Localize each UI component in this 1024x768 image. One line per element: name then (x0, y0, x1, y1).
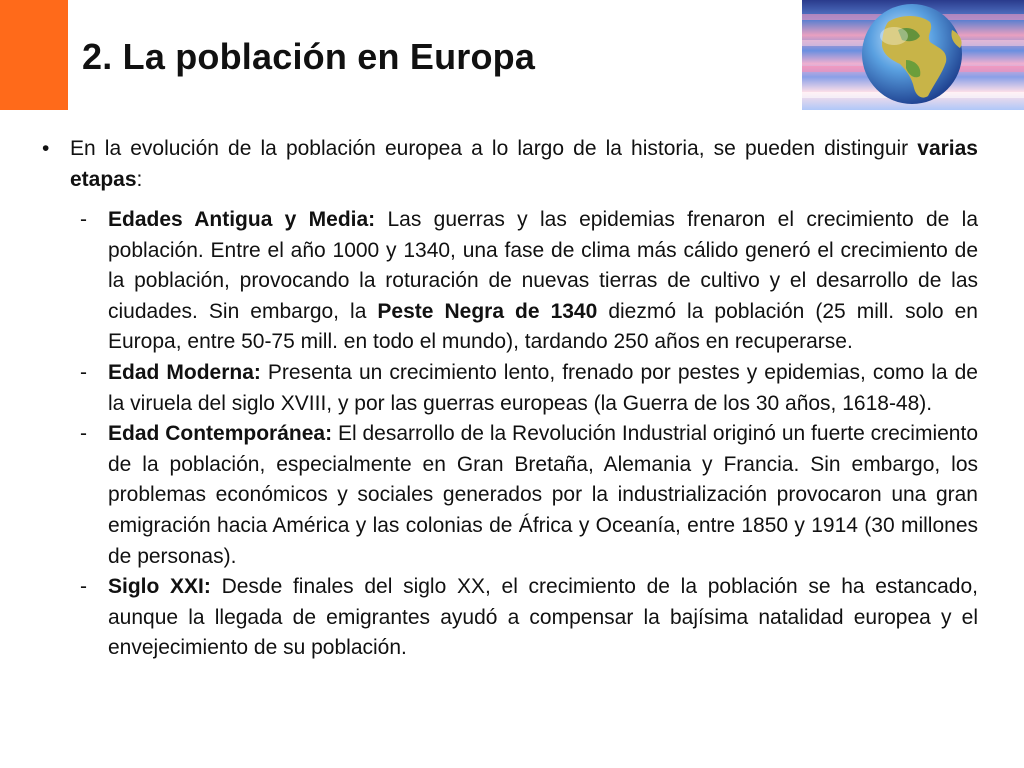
orange-accent-bar (0, 0, 68, 110)
stage-heading: Siglo XXI: (108, 575, 211, 599)
dash-marker: - (80, 360, 87, 384)
stage-heading: Edad Contemporánea: (108, 422, 333, 446)
intro-text: En la evolución de la población europea a lo largo de la historia, se pueden distinguir varias etapas: (70, 137, 978, 191)
intro-bullet (42, 134, 978, 195)
stage-heading: Edades Antigua y Media: (108, 208, 376, 231)
stage-item-contemporanea: - Edad Contemporánea: El desarrollo de la Revolución Industrial originó un fuerte crecimiento de la población, especialmente en Gran Bretaña, Alemania y Francia. Sin embargo, los problemas económicos y sociales generados por la industrialización provocaron una gran emigración hacia América y las colonias de África y Oceanía, entre 1850 y 1914 (30 millones de personas). (80, 419, 978, 572)
dash-marker: - (80, 208, 87, 231)
stage-item-moderna: - Edad Moderna: Presenta un crecimiento lento, frenado por pestes y epidemias, como la de la viruela del siglo XVIII, y por las guerras europeas (la Guerra de los 30 años, 1618-48). (80, 358, 978, 419)
stage-item-siglo-xxi: - Siglo XXI: Desde finales del siglo XX, el crecimiento de la población se ha estancado, aunque la llegada de emigrantes ayudó a compensar la bajísima natalidad europea y el envejecimiento de su población. (80, 572, 978, 664)
slide-title: 2. La población en Europa (82, 36, 536, 77)
globe-image (802, 0, 1024, 110)
bullet-marker: • (42, 137, 50, 160)
stages-list (80, 205, 978, 664)
stage-item-antigua-media: - Edades Antigua y Media: Las guerras y las epidemias frenaron el crecimiento de la población. Entre el año 1000 y 1340, una fase de clima más cálido generó el crecimiento de la población, provocando la roturación de nuevas tierras de cultivo y el desarrollo de las ciudades. Sin embargo, la Peste Negra de 1340 diezmó la población (25 mill. solo en Europa, entre 50-75 mill. en todo el mundo), tardando 250 años en recuperarse. (80, 205, 978, 358)
stage-heading: Edad Moderna: (108, 360, 261, 384)
globe-icon (802, 0, 1024, 110)
dash-marker: - (80, 422, 87, 446)
dash-marker: - (80, 575, 87, 599)
